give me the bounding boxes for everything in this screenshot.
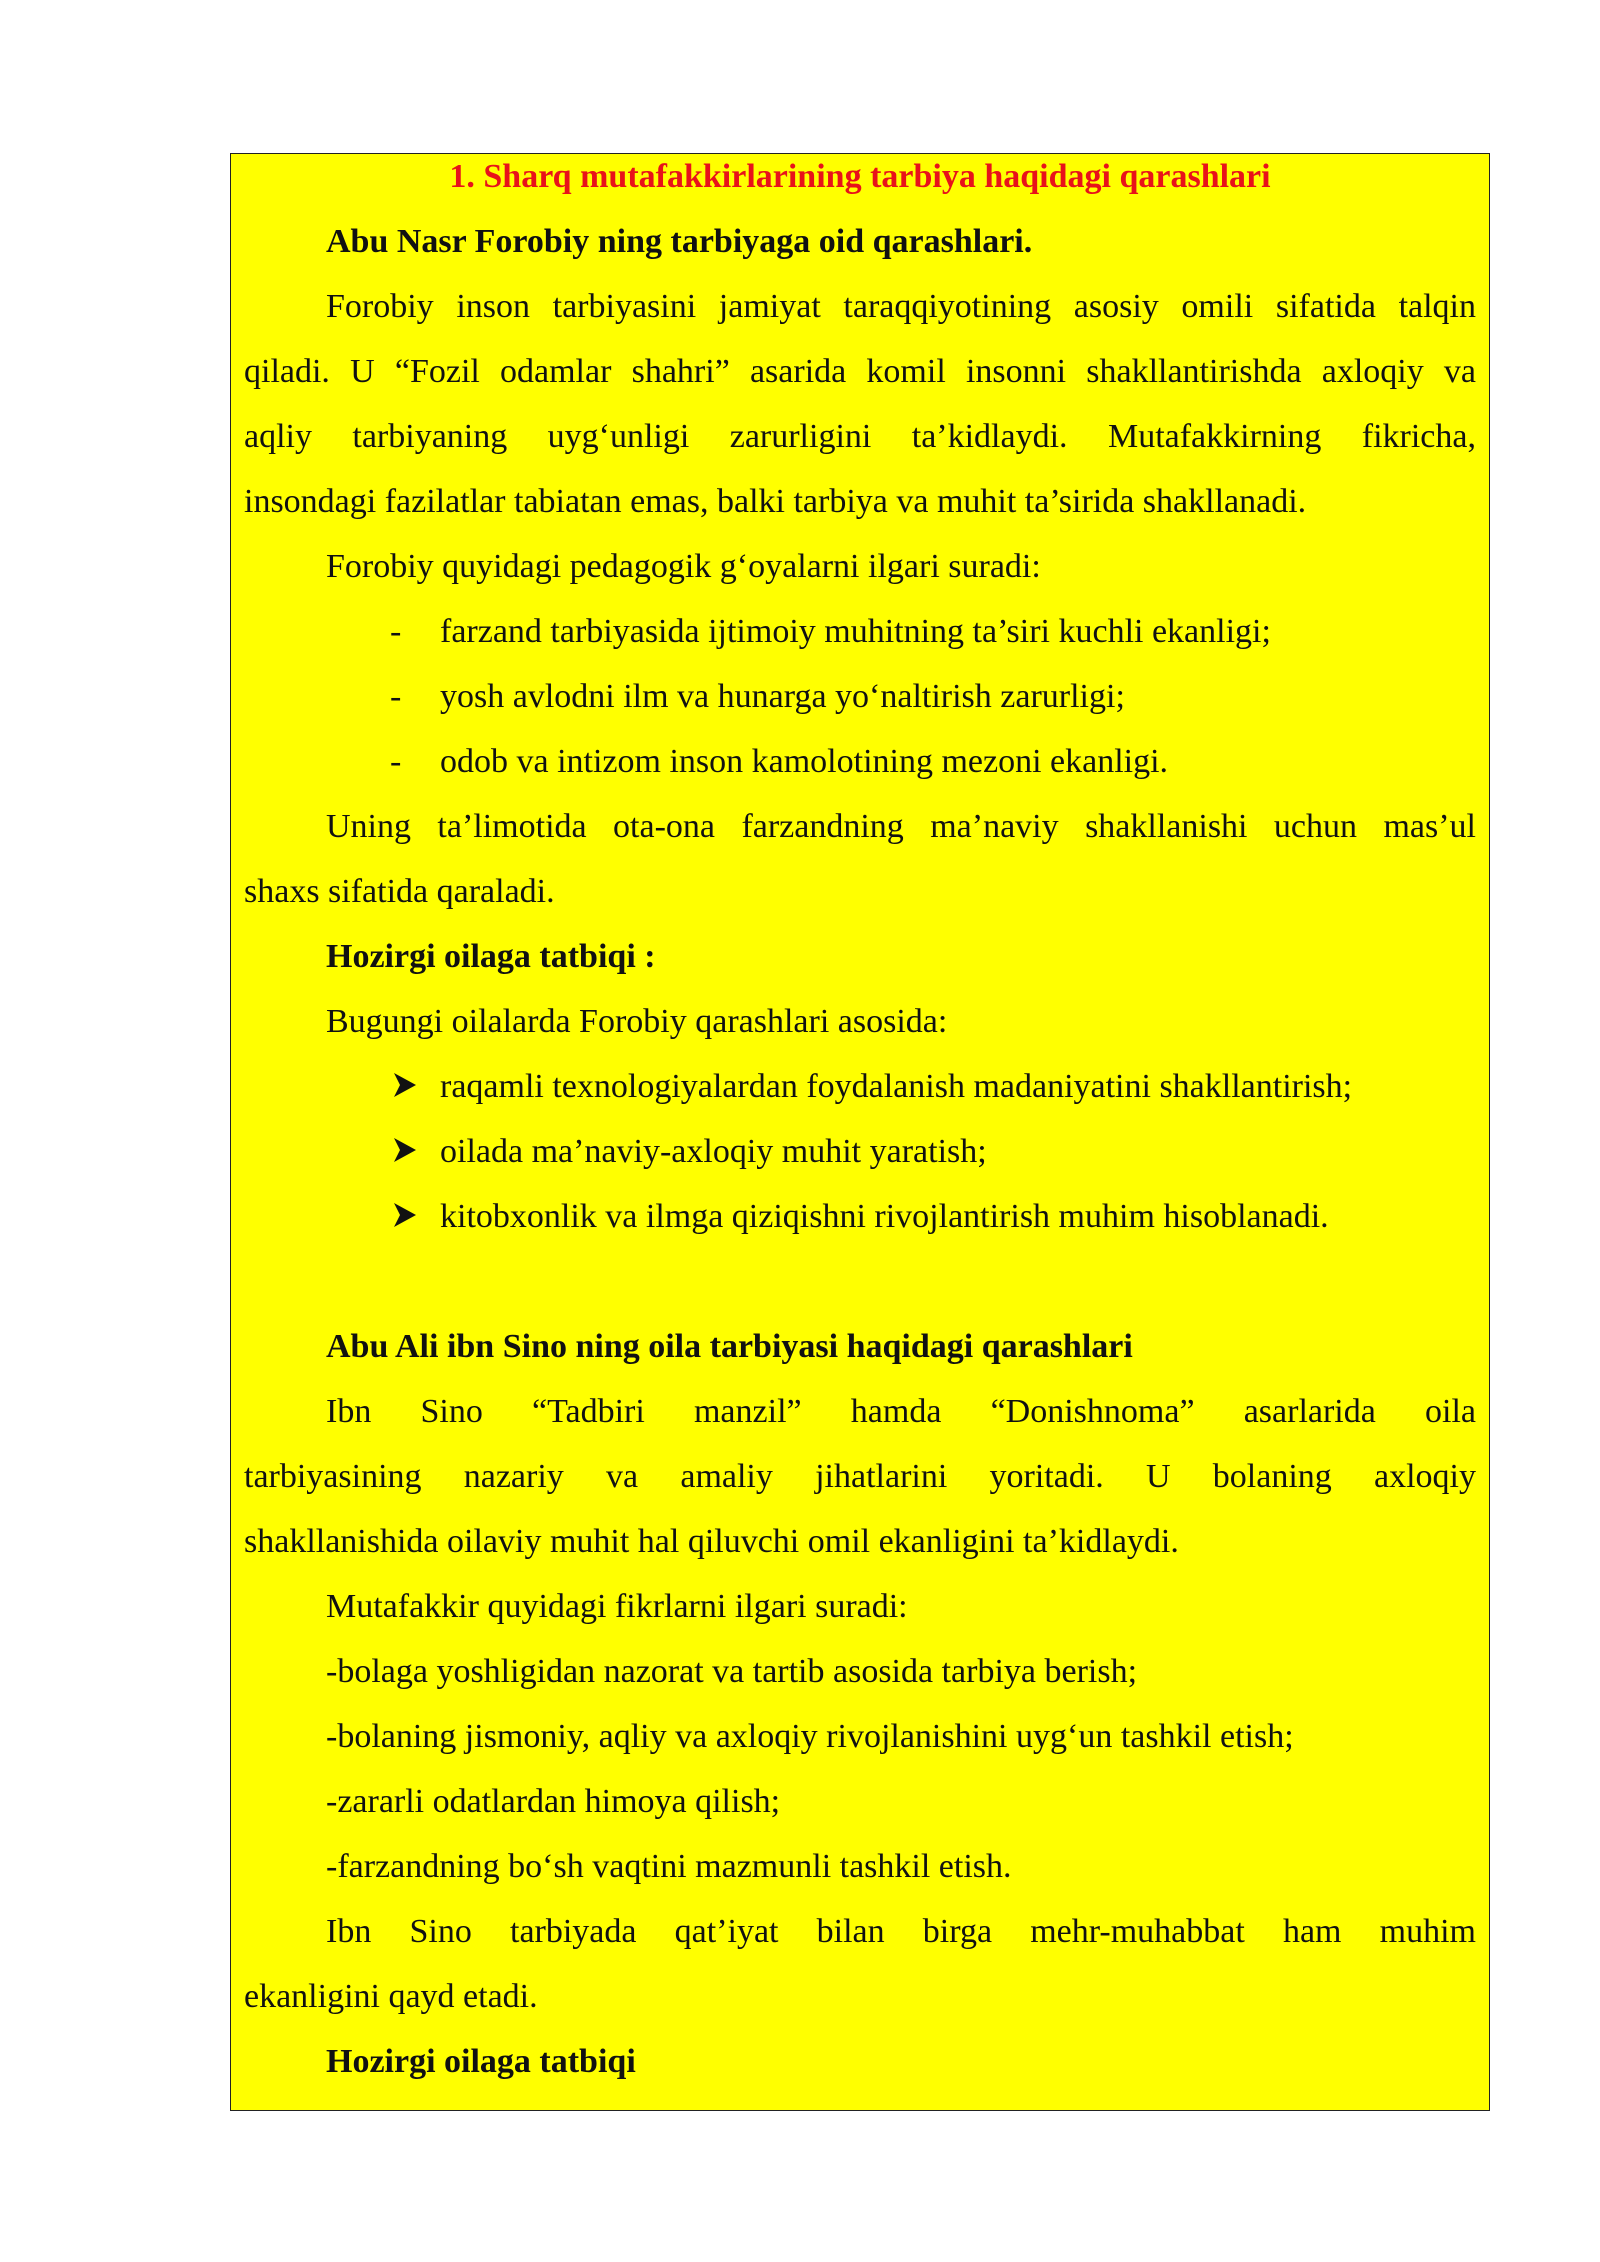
dash-bullet: - bbox=[390, 678, 402, 715]
paragraph-line: insondagi fazilatlar tabiatan emas, balki tarbiya va muhit ta’sirida shakllanadi. bbox=[244, 483, 1307, 520]
paragraph-line: Ibn Sino “Tadbiri manzil” hamda “Donishnoma” asarlarida oila bbox=[326, 1393, 1476, 1430]
paragraph-line: qiladi. U “Fozil odamlar shahri” asarida komil insonni shakllantirishda axloqiy va bbox=[244, 353, 1476, 390]
paragraph-line: shaxs sifatida qaraladi. bbox=[244, 873, 555, 910]
section-title: 1. Sharq mutafakkirlarining tarbiya haqidagi qarashlari bbox=[449, 158, 1271, 195]
apply-heading: Hozirgi oilaga tatbiqi : bbox=[326, 938, 656, 975]
apply-heading: Hozirgi oilaga tatbiqi bbox=[326, 2043, 636, 2080]
list-item: -bolaning jismoniy, aqliy va axloqiy rivojlanishini uyg‘un tashkil etish; bbox=[326, 1718, 1294, 1755]
dash-bullet: - bbox=[390, 743, 402, 780]
list-item: farzand tarbiyasida ijtimoiy muhitning ta’siri kuchli ekanligi; bbox=[440, 613, 1271, 650]
list-item: raqamli texnologiyalardan foydalanish madaniyatini shakllantirish; bbox=[440, 1068, 1353, 1105]
arrowhead-bullet-icon bbox=[392, 1200, 418, 1230]
ibn-sino-heading: Abu Ali ibn Sino ning oila tarbiyasi haqidagi qarashlari bbox=[326, 1328, 1133, 1365]
list-item: kitobxonlik va ilmga qiziqishni rivojlantirish muhim hisoblanadi. bbox=[440, 1198, 1329, 1235]
paragraph-line: Ibn Sino tarbiyada qat’iyat bilan birga mehr-muhabbat ham muhim bbox=[326, 1913, 1476, 1950]
paragraph-line: aqliy tarbiyaning uyg‘unligi zarurligini ta’kidlaydi. Mutafakkirning fikricha, bbox=[244, 418, 1476, 455]
arrowhead-bullet-icon bbox=[392, 1070, 418, 1100]
list-item: odob va intizom inson kamolotining mezoni ekanligi. bbox=[440, 743, 1169, 780]
list-item: yosh avlodni ilm va hunarga yo‘naltirish zarurligi; bbox=[440, 678, 1125, 715]
list-item: oilada ma’naviy-axloqiy muhit yaratish; bbox=[440, 1133, 987, 1170]
list-intro: Mutafakkir quyidagi fikrlarni ilgari suradi: bbox=[326, 1588, 908, 1625]
list-intro: Bugungi oilalarda Forobiy qarashlari asosida: bbox=[326, 1003, 948, 1040]
list-item: -bolaga yoshligidan nazorat va tartib asosida tarbiya berish; bbox=[326, 1653, 1138, 1690]
list-intro: Forobiy quyidagi pedagogik g‘oyalarni ilgari suradi: bbox=[326, 548, 1041, 585]
arrowhead-bullet-icon bbox=[392, 1135, 418, 1165]
paragraph-line: Forobiy inson tarbiyasini jamiyat taraqqiyotining asosiy omili sifatida talqin bbox=[326, 288, 1476, 325]
list-item: -farzandning bo‘sh vaqtini mazmunli tashkil etish. bbox=[326, 1848, 1012, 1885]
paragraph-line: ekanligini qayd etadi. bbox=[244, 1978, 538, 2015]
dash-bullet: - bbox=[390, 613, 402, 650]
forobiy-heading: Abu Nasr Forobiy ning tarbiyaga oid qarashlari. bbox=[326, 223, 1033, 260]
paragraph-line: shakllanishida oilaviy muhit hal qiluvchi omil ekanligini ta’kidlaydi. bbox=[244, 1523, 1179, 1560]
paragraph-line: tarbiyasining nazariy va amaliy jihatlarini yoritadi. U bolaning axloqiy bbox=[244, 1458, 1476, 1495]
paragraph-line: Uning ta’limotida ota-ona farzandning ma’naviy shakllanishi uchun mas’ul bbox=[326, 808, 1476, 845]
list-item: -zararli odatlardan himoya qilish; bbox=[326, 1783, 781, 1820]
